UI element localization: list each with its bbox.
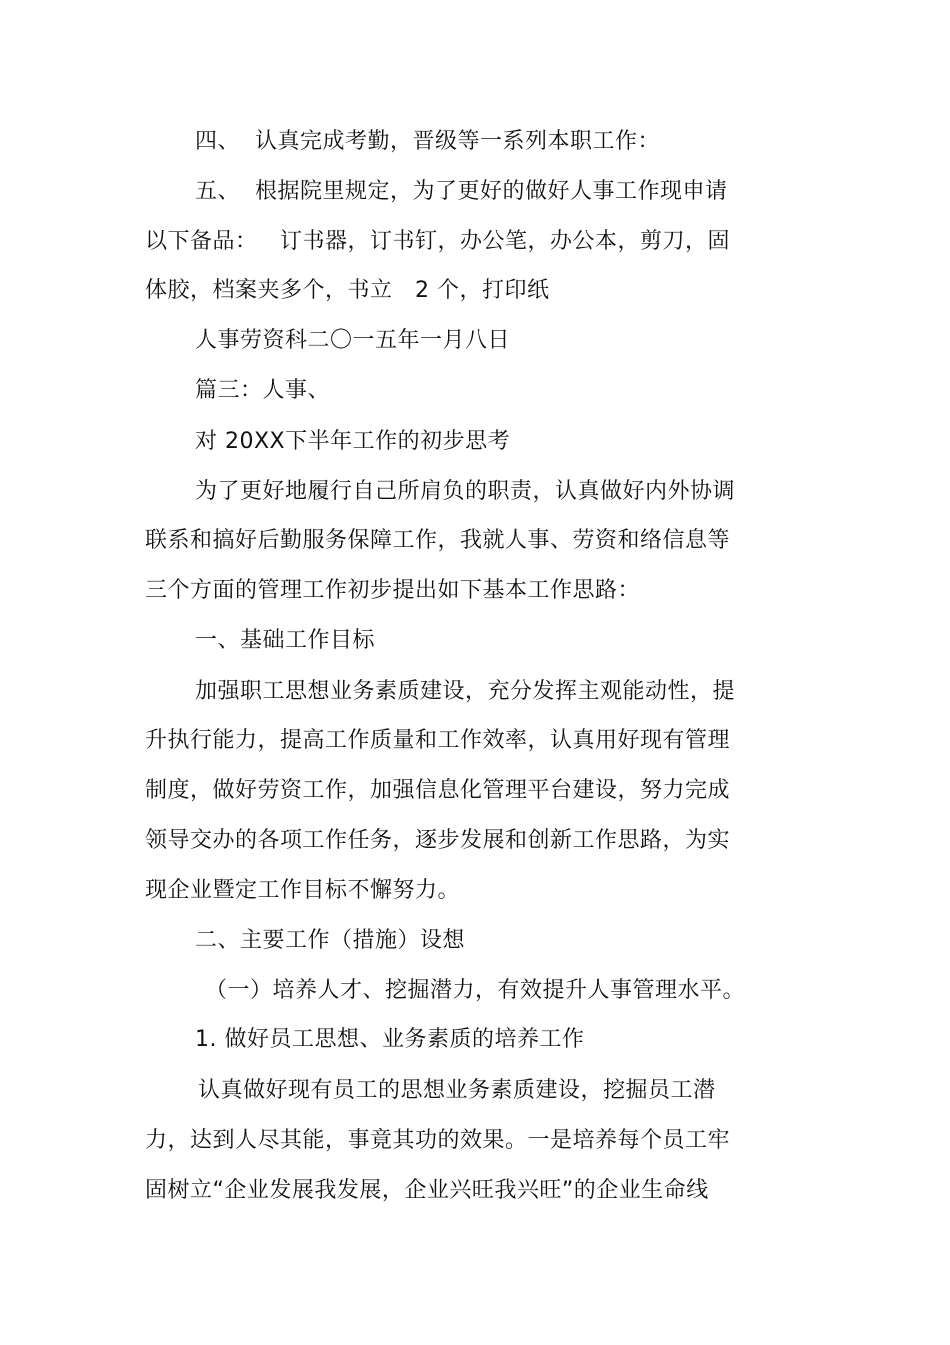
text-line: 现企业暨定工作目标不懈努力。: [145, 878, 461, 903]
text-line: 加强职工思想业务素质建设，充分发挥主观能动性，提: [195, 679, 736, 704]
text-line: 领导交办的各项工作任务，逐步发展和创新工作思路，为实: [145, 828, 731, 853]
text-line: 联系和搞好后勤服务保障工作，我就人事、劳资和络信息等: [145, 528, 731, 553]
text-line: 四、 认真完成考勤，晋级等一系列本职工作：: [195, 129, 660, 154]
text-line: 三个方面的管理工作初步提出如下基本工作思路：: [145, 578, 641, 603]
text-line: 体胶，档案夹多个，书立 2 个，打印纸: [145, 278, 550, 303]
text-line: 以下备品： 订书器，订书钉，办公笔，办公本，剪刀，固: [145, 229, 730, 254]
text-line: 一、基础工作目标: [195, 628, 376, 653]
text-line: 固树立“企业发展我发展，企业兴旺我兴旺”的企业生命线: [145, 1178, 709, 1203]
text-line: 对 20XX下半年工作的初步思考: [195, 429, 511, 454]
text-line: 制度，做好劳资工作，加强信息化管理平台建设，努力完成: [145, 778, 731, 803]
text-line: 篇三：人事、: [195, 378, 331, 403]
text-line: 升执行能力，提高工作质量和工作效率，认真用好现有管理: [145, 728, 731, 753]
text-line: 人事劳资科二〇一五年一月八日: [195, 328, 511, 353]
text-line: （一）培养人才、挖掘潜力，有效提升人事管理水平。: [205, 978, 746, 1003]
text-line: 二、主要工作（措施）设想: [195, 928, 466, 953]
text-line: 五、 根据院里规定，为了更好的做好人事工作现申请: [195, 179, 728, 204]
text-line: 1. 做好员工思想、业务素质的培养工作: [195, 1027, 585, 1052]
text-line: 认真做好现有员工的思想业务素质建设，挖掘员工潜: [198, 1078, 716, 1103]
text-line: 力，达到人尽其能，事竟其功的效果。一是培养每个员工牢: [145, 1128, 731, 1153]
text-line: 为了更好地履行自己所肩负的职责，认真做好内外协调: [195, 479, 736, 504]
